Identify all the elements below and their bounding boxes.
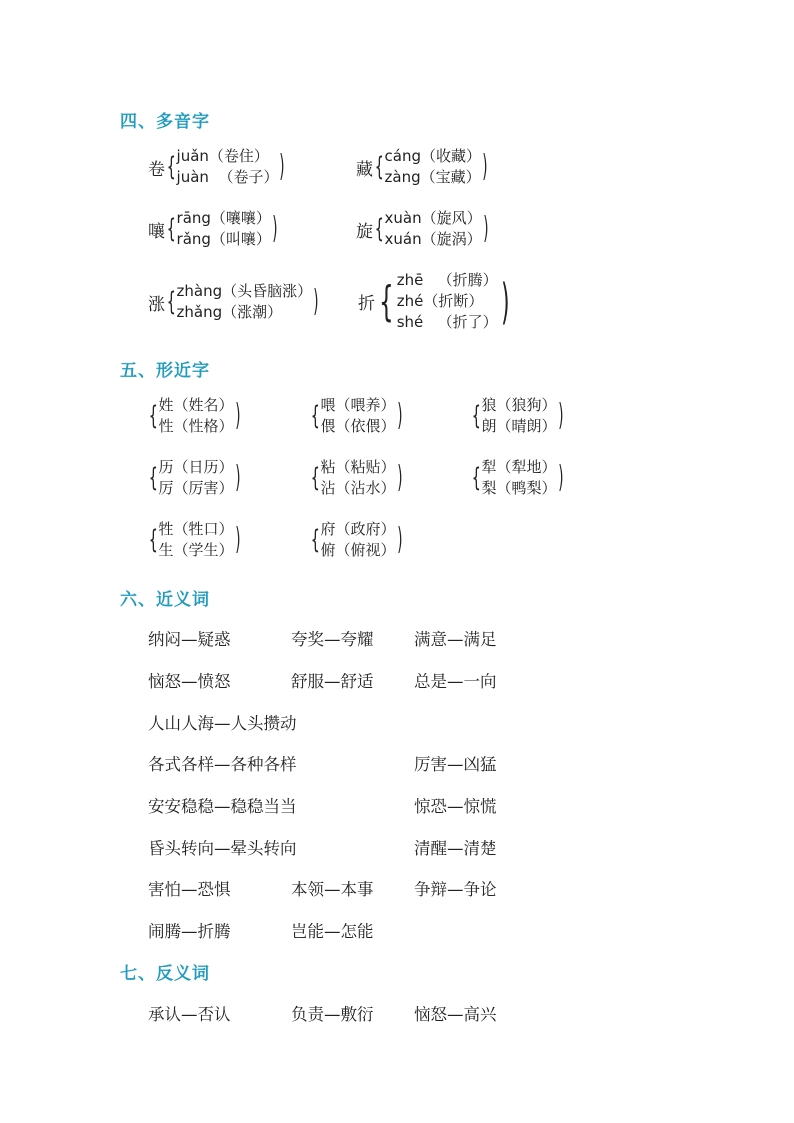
- left-brace: {: [310, 463, 320, 493]
- polyphone-group: [356, 146, 491, 188]
- similar-char-group: [148, 519, 243, 561]
- left-brace: {: [166, 214, 176, 244]
- char-line: 偎（依偎）: [320, 417, 396, 435]
- reading-line: juǎn（卷住）: [176, 147, 269, 165]
- char-line: 姓（姓名）: [158, 396, 234, 414]
- right-brace: ): [272, 211, 278, 246]
- similar-char-group: [310, 457, 405, 499]
- char-line: 喂（喂养）: [320, 396, 396, 414]
- synonym-pair: 夸奖—夸耀: [291, 630, 374, 649]
- left-brace: {: [148, 401, 158, 431]
- char-line: 府（政府）: [320, 520, 396, 538]
- reading-line: zàng（宝藏）: [384, 168, 481, 186]
- polyphone-group: [148, 208, 281, 250]
- char-line: 狼（狼狗）: [481, 396, 557, 414]
- right-brace: ): [234, 398, 241, 433]
- right-brace: ): [500, 273, 510, 330]
- polyphone-char: 藏: [356, 159, 373, 180]
- char-line: 梨（鸭梨）: [481, 479, 557, 497]
- polyphone-group: [358, 270, 514, 333]
- synonym-pair: 厉害—凶猛: [414, 755, 497, 774]
- reading-line: rǎng（叫嚷）: [176, 230, 271, 248]
- right-brace: ): [234, 460, 241, 495]
- left-brace: {: [310, 401, 320, 431]
- char-line: 俯（俯视）: [320, 541, 396, 559]
- reading-line: juàn （卷子）: [176, 168, 279, 186]
- similar-char-group: [471, 395, 566, 437]
- synonym-pair: 满意—满足: [414, 630, 497, 649]
- char-line: 厉（厉害）: [158, 479, 234, 497]
- polyphone-group: [148, 281, 322, 323]
- right-brace: ): [313, 284, 319, 319]
- right-brace: ): [396, 398, 403, 433]
- reading-line: shé （折了）: [396, 313, 498, 331]
- char-line: 朗（晴朗）: [481, 417, 557, 435]
- reading-line: cáng（收藏）: [384, 147, 482, 165]
- left-brace: {: [166, 287, 176, 317]
- polyphone-group: [356, 208, 491, 250]
- synonym-pair: 安安稳稳—稳稳当当: [148, 797, 297, 816]
- synonym-pair: 清醒—清楚: [414, 839, 497, 858]
- polyphone-char: 旋: [356, 221, 373, 242]
- left-brace: {: [166, 152, 176, 182]
- synonym-pair: 总是—一向: [414, 672, 497, 691]
- section-title-synonyms: 六、近义词: [120, 590, 210, 610]
- left-brace: {: [471, 401, 481, 431]
- char-line: 沾（沾水）: [320, 479, 396, 497]
- polyphone-char: 折: [358, 294, 375, 314]
- right-brace: ): [482, 149, 488, 184]
- reading-line: zhé（折断）: [396, 292, 484, 310]
- right-brace: ): [396, 522, 403, 557]
- right-brace: ): [234, 522, 241, 557]
- synonym-pair: 争辩—争论: [414, 880, 497, 899]
- right-brace: ): [279, 149, 285, 184]
- antonym-pair: 负责—敷衍: [291, 1005, 374, 1024]
- synonym-pair: 各式各样—各种各样: [148, 755, 297, 774]
- section-title-antonyms: 七、反义词: [120, 964, 210, 984]
- polyphone-char: 嚷: [148, 221, 165, 242]
- left-brace: {: [374, 152, 384, 182]
- char-line: 粘（粘贴）: [320, 458, 396, 476]
- right-brace: ): [557, 460, 564, 495]
- similar-char-group: [471, 457, 566, 499]
- synonym-pair: 昏头转向—晕头转向: [148, 839, 297, 858]
- synonym-pair: 惊恐—惊慌: [414, 797, 497, 816]
- synonym-pair: 害怕—恐惧: [148, 880, 231, 899]
- polyphone-char: 涨: [148, 294, 165, 315]
- antonym-pair: 恼怒—高兴: [414, 1005, 497, 1024]
- char-line: 牲（牲口）: [158, 520, 234, 538]
- left-brace: {: [471, 463, 481, 493]
- reading-line: zhǎng（涨潮）: [176, 303, 283, 321]
- synonym-pair: 人山人海—人头攒动: [148, 714, 297, 733]
- right-brace: ): [557, 398, 564, 433]
- polyphone-group: [148, 146, 288, 188]
- char-line: 犁（犁地）: [481, 458, 557, 476]
- similar-char-group: [310, 519, 405, 561]
- similar-char-group: [310, 395, 405, 437]
- char-line: 历（日历）: [158, 458, 234, 476]
- polyphone-char: 卷: [148, 159, 165, 180]
- section-title-polyphones: 四、多音字: [120, 112, 210, 132]
- section-title-similar-chars: 五、形近字: [120, 361, 210, 381]
- synonym-pair: 闹腾—折腾: [148, 922, 231, 941]
- similar-char-group: [148, 395, 243, 437]
- reading-line: xuàn（旋风）: [384, 209, 482, 227]
- left-brace: {: [379, 276, 394, 326]
- left-brace: {: [148, 525, 158, 555]
- synonym-pair: 本领—本事: [291, 880, 374, 899]
- reading-line: zhàng（头昏脑涨）: [176, 282, 313, 300]
- synonym-pair: 恼怒—愤怒: [148, 672, 231, 691]
- similar-char-group: [148, 457, 243, 499]
- reading-line: rāng（嚷嚷）: [176, 209, 271, 227]
- reading-line: zhē （折腾）: [396, 271, 498, 289]
- reading-line: xuán（旋涡）: [384, 230, 482, 248]
- right-brace: ): [482, 211, 489, 246]
- left-brace: {: [148, 463, 158, 493]
- char-line: 性（性格）: [158, 417, 234, 435]
- char-line: 生（学生）: [158, 541, 234, 559]
- synonym-pair: 舒服—舒适: [291, 672, 374, 691]
- antonym-pair: 承认—否认: [148, 1005, 231, 1024]
- synonym-pair: 岂能—怎能: [291, 922, 374, 941]
- right-brace: ): [396, 460, 403, 495]
- left-brace: {: [374, 214, 384, 244]
- synonym-pair: 纳闷—疑惑: [148, 630, 231, 649]
- left-brace: {: [310, 525, 320, 555]
